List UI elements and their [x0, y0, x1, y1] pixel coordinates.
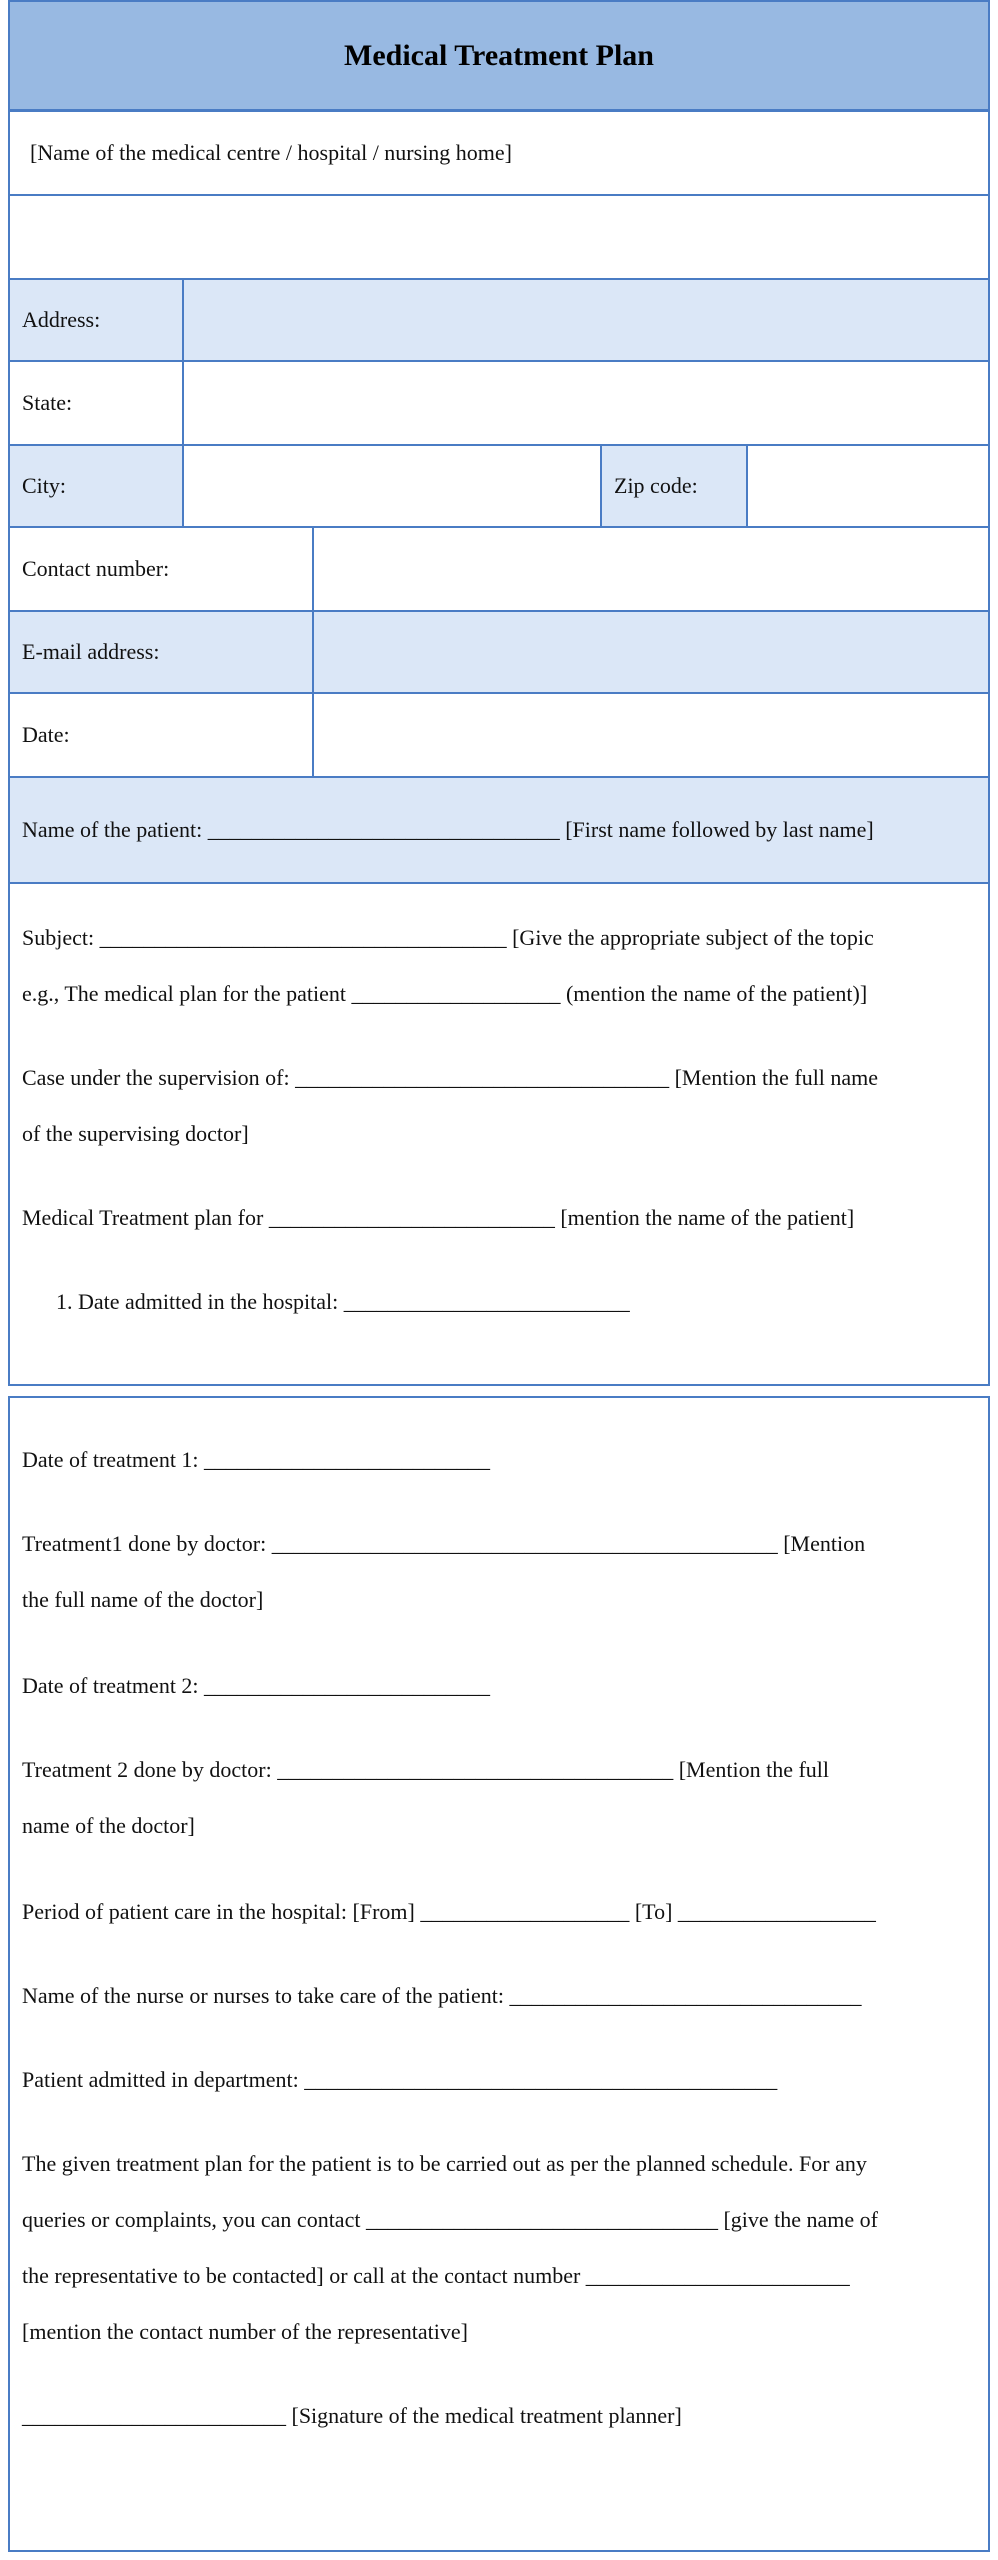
- patient-name-line[interactable]: Name of the patient: ________________________________ [First name followed by last name]: [22, 817, 874, 842]
- nurse-line[interactable]: Name of the nurse or nurses to take care of the patient: ________________________________: [22, 1983, 862, 2008]
- patient-name-row: [8, 778, 990, 884]
- page-title: Medical Treatment Plan: [344, 38, 654, 72]
- date-row: [8, 694, 990, 778]
- contact-label: Contact number:: [22, 556, 170, 581]
- supervision-line-2: of the supervising doctor]: [22, 1121, 249, 1146]
- org-name-row: [8, 112, 990, 196]
- state-row: [8, 362, 990, 446]
- title-bar: [8, 0, 990, 112]
- signature-line[interactable]: ________________________ [Signature of the medical treatment planner]: [22, 2403, 682, 2428]
- closing-line-1: The given treatment plan for the patient is to be carried out as per the planned schedule. For any: [22, 2151, 867, 2176]
- contact-field[interactable]: [314, 528, 988, 610]
- org-name-text: [Name of the medical centre / hospital / nursing home]: [30, 140, 513, 165]
- date-field[interactable]: [314, 694, 988, 776]
- city-zip-row: [8, 446, 990, 528]
- city-field[interactable]: [184, 446, 600, 526]
- email-field[interactable]: [314, 612, 988, 692]
- subject-line-2[interactable]: e.g., The medical plan for the patient ___________________ (mention the name of the patient)]: [22, 981, 868, 1006]
- address-row: [8, 280, 990, 362]
- address-field[interactable]: [184, 280, 988, 360]
- treatment1-doctor-line-2: the full name of the doctor]: [22, 1587, 264, 1612]
- city-label: City:: [10, 446, 182, 526]
- state-label: State:: [22, 390, 73, 415]
- department-line[interactable]: Patient admitted in department: ___________________________________________: [22, 2067, 778, 2092]
- treatment2-date-line[interactable]: Date of treatment 2: __________________________: [22, 1673, 491, 1698]
- plan-for-line[interactable]: Medical Treatment plan for __________________________ [mention the name of the patient]: [22, 1205, 855, 1230]
- address-label: Address:: [22, 307, 101, 332]
- zip-field[interactable]: [748, 446, 988, 526]
- supervision-line-1[interactable]: Case under the supervision of: __________________________________ [Mention the full name: [22, 1065, 879, 1090]
- closing-line-4: [mention the contact number of the representative]: [22, 2319, 468, 2344]
- contact-row: [8, 528, 990, 612]
- admitted-date-line[interactable]: 1. Date admitted in the hospital: __________________________: [56, 1289, 630, 1314]
- email-row: [8, 612, 990, 694]
- treatment1-date-line[interactable]: Date of treatment 1: __________________________: [22, 1447, 491, 1472]
- closing-line-2[interactable]: queries or complaints, you can contact ________________________________ [give the name of: [22, 2207, 878, 2232]
- treatment1-doctor-line-1[interactable]: Treatment1 done by doctor: ______________________________________________ [Mention: [22, 1531, 866, 1556]
- blank-row: [8, 196, 990, 280]
- closing-line-3[interactable]: the representative to be contacted] or call at the contact number ________________________: [22, 2263, 850, 2288]
- care-period-line[interactable]: Period of patient care in the hospital: [From] ___________________ [To] __________________: [22, 1899, 876, 1924]
- treatment-section: [8, 1396, 990, 2552]
- treatment2-doctor-line-1[interactable]: Treatment 2 done by doctor: ____________________________________ [Mention the full: [22, 1757, 830, 1782]
- date-label: Date:: [22, 722, 70, 747]
- state-field[interactable]: [184, 362, 988, 444]
- email-label: E-mail address:: [22, 639, 160, 664]
- zip-label: Zip code:: [602, 446, 746, 526]
- subject-line-1[interactable]: Subject: _____________________________________ [Give the appropriate subject of the topic: [22, 925, 874, 950]
- subject-section: [8, 884, 990, 1386]
- treatment2-doctor-line-2: name of the doctor]: [22, 1813, 195, 1838]
